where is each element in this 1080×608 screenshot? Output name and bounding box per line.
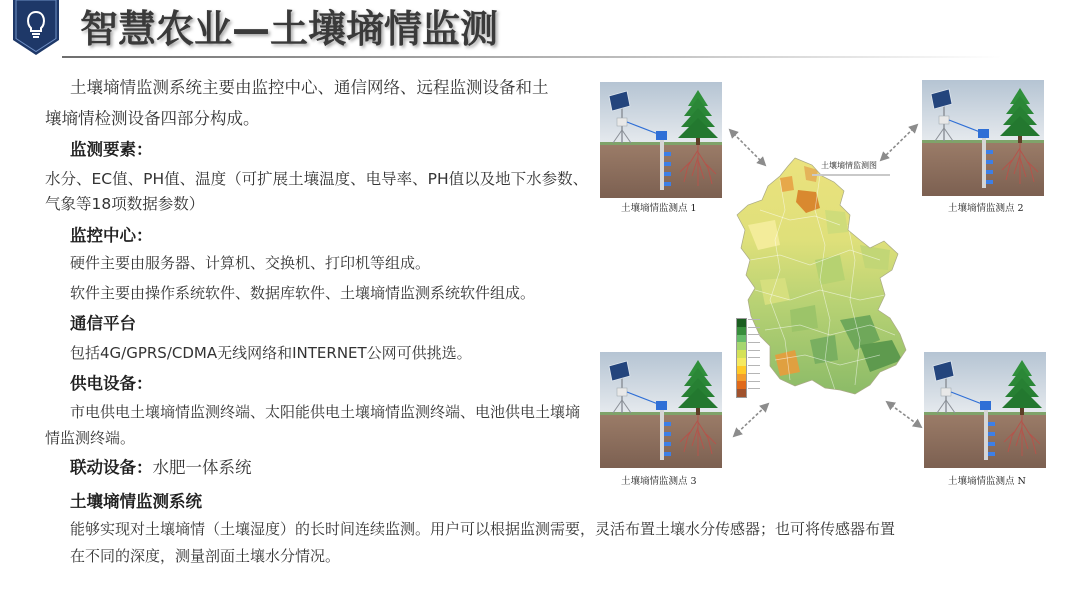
intro-line-1: 土壤墒情监测系统主要由监控中心、通信网络、远程监测设备和土	[70, 78, 549, 97]
arrow-station-n-map	[887, 402, 921, 427]
legend-swatch	[737, 350, 746, 358]
monitoring-elements-line-1: 水分、EC值、PH值、温度（可扩展土壤温度、电导率、PH值以及地下水参数、	[45, 170, 589, 188]
power-supply-line-2: 情监测终端。	[45, 429, 136, 447]
control-center-heading: 监控中心：	[70, 226, 153, 245]
control-center-software: 软件主要由操作系统软件、数据库软件、土壤墒情监测系统软件组成。	[70, 284, 536, 302]
station-label-n: 土壤墒情监测点 N	[948, 476, 1026, 487]
station-graphic	[922, 80, 1044, 196]
map-legend	[736, 318, 747, 398]
legend-swatch	[737, 342, 746, 350]
arrow-station-3-map	[734, 404, 768, 436]
communication-platform-heading: 通信平台	[70, 314, 136, 333]
map-title: 土壤墒情监测图	[821, 161, 877, 170]
power-supply-heading: 供电设备：	[70, 374, 153, 393]
monitoring-system-line-2: 在不同的深度，测量剖面土壤水分情况。	[70, 547, 341, 565]
linkage-equipment-heading: 联动设备：	[70, 458, 153, 477]
communication-platform-text: 包括4G/GPRS/CDMA无线网络和INTERNET公网可供挑选。	[70, 344, 472, 362]
control-center-hardware: 硬件主要由服务器、计算机、交换机、打印机等组成。	[70, 254, 431, 272]
title-underline	[62, 56, 1002, 58]
map-subtitle-illegible	[812, 174, 890, 176]
slide-title: 智慧农业—土壤墒情监测	[80, 7, 499, 51]
legend-swatch	[737, 381, 746, 389]
legend-swatch	[737, 374, 746, 382]
monitoring-elements-heading: 监测要素：	[70, 140, 153, 159]
slide-badge	[12, 0, 60, 56]
station-illustration-2	[922, 80, 1044, 196]
station-graphic	[600, 82, 722, 198]
station-label-1: 土壤墒情监测点 1	[621, 203, 697, 214]
station-illustration-3	[600, 352, 722, 468]
intro-line-2: 壤墒情检测设备四部分构成。	[45, 109, 260, 128]
monitoring-system-line-1: 能够实现对土壤墒情（土壤湿度）的长时间连续监测。用户可以根据监测需要，灵活布置土壤水分传感器；也可将传感器布置	[70, 520, 896, 538]
legend-swatch	[737, 366, 746, 374]
station-illustration-1	[600, 82, 722, 198]
station-label-2: 土壤墒情监测点 2	[948, 203, 1024, 214]
station-graphic	[600, 352, 722, 468]
monitoring-elements-line-2: 气象等18项数据参数）	[45, 195, 205, 213]
legend-swatch	[737, 327, 746, 335]
monitoring-system-heading: 土壤墒情监测系统	[70, 492, 202, 511]
legend-swatch	[737, 319, 746, 327]
legend-swatch	[737, 335, 746, 343]
linkage-equipment-row	[70, 460, 252, 477]
station-graphic	[924, 352, 1046, 468]
legend-swatch	[737, 389, 746, 397]
station-illustration-n	[924, 352, 1046, 468]
station-label-3: 土壤墒情监测点 3	[621, 476, 697, 487]
linkage-equipment-text: 水肥一体系统	[152, 458, 252, 477]
legend-swatch	[737, 358, 746, 366]
map-legend-labels-illegible	[748, 319, 760, 397]
power-supply-line-1: 市电供电土壤墒情监测终端、太阳能供电土壤墒情监测终端、电池供电土壤墒	[70, 403, 581, 421]
